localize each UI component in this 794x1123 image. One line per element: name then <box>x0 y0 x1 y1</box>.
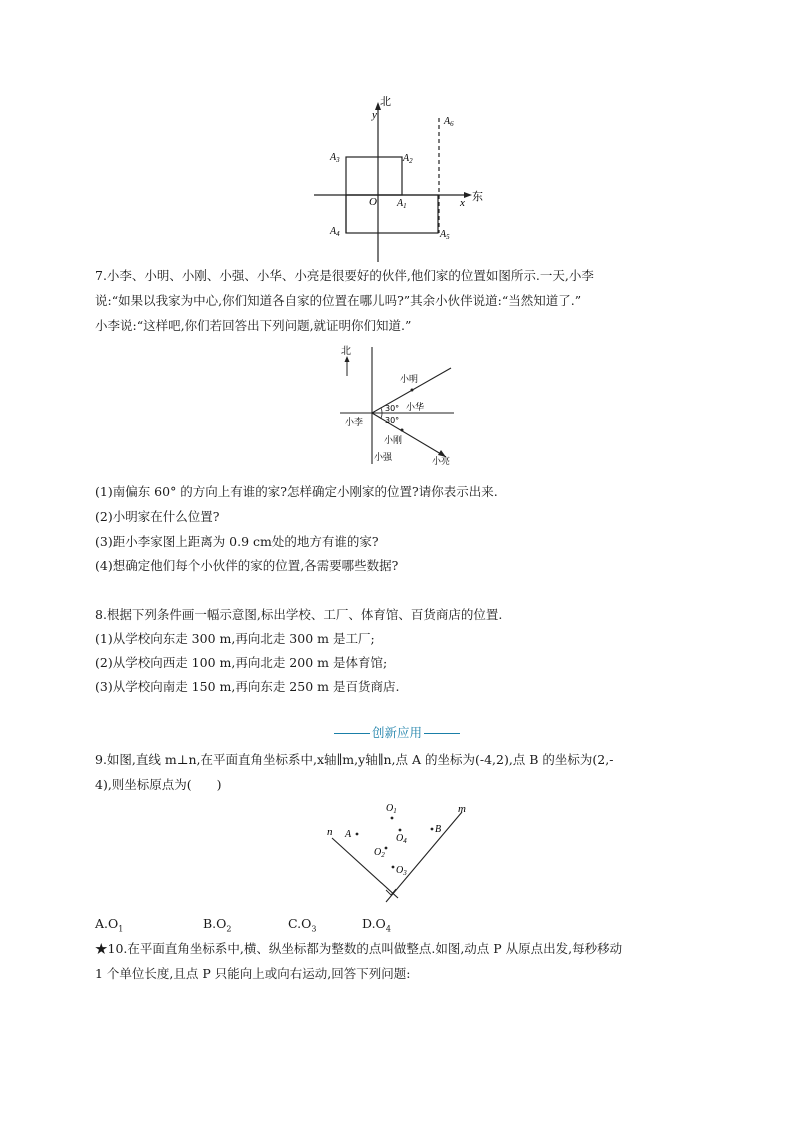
section-header <box>0 723 794 741</box>
q8-sub-1: (1)从学校向东走 300 m,再向北走 300 m 是工厂; <box>95 631 375 646</box>
figure-friends-map <box>330 342 480 467</box>
option-a[interactable]: $A.O_1$ <box>95 916 124 934</box>
q7-sub-2: (2)小明家在什么位置? <box>95 509 220 524</box>
line-n-label: n <box>327 826 333 838</box>
xiaohua-label: 小华 <box>406 403 425 413</box>
q8-sub-3: (3)从学校向南走 150 m,再向东走 250 m 是百货商店. <box>95 679 400 694</box>
xiaoqiang-label: 小强 <box>374 453 393 463</box>
section-title: 创新应用 <box>371 725 422 740</box>
point-o3-label: $O_3$ <box>396 865 407 877</box>
east-label: 东 <box>472 190 483 203</box>
q7-sub-1: (1)南偏东 60° 的方向上有谁的家?怎样确定小刚家的位置?请你表示出来. <box>95 484 498 499</box>
q7-line-3: 小李说:“这样吧,你们若回答出下列问题,就证明你们知道.” <box>95 318 412 333</box>
q9-line-1: 9.如图,直线 m⊥n,在平面直角坐标系中,x轴∥m,y轴∥n,点 A 的坐标为(-4,2),点 B 的坐标为(2,- <box>95 752 614 767</box>
q8-sub-2: (2)从学校向西走 100 m,再向北走 200 m 是体育馆; <box>95 655 388 670</box>
north-label: 北 <box>380 95 391 108</box>
option-c[interactable]: $C.O_3$ <box>288 916 317 934</box>
angle-label-2: 30° <box>385 416 400 425</box>
x-axis-label: x <box>460 197 465 209</box>
point-o2-label: $O_2$ <box>374 847 385 859</box>
point-a3: $A_3$ <box>330 152 340 164</box>
q9-line-2: 4),则坐标原点为( ) <box>95 777 222 792</box>
xiaoli-label: 小李 <box>345 418 364 428</box>
point-b-label: B <box>435 824 442 835</box>
point-a2: $A_2$ <box>403 153 413 165</box>
y-axis-label: y <box>372 109 377 121</box>
point-a1: $A_1$ <box>397 198 407 210</box>
q10-line-1: ★10.在平面直角坐标系中,横、纵坐标都为整数的点叫做整点.如图,动点 P 从原点出发,每秒移动 <box>95 941 623 956</box>
option-b[interactable]: $B.O_2$ <box>203 916 232 934</box>
q10-line-2: 1 个单位长度,且点 P 只能向上或向右运动,回答下列问题: <box>95 966 411 981</box>
q7-sub-3: (3)距小李家图上距离为 0.9 cm处的地方有谁的家? <box>95 534 379 549</box>
point-o4-label: $O_4$ <box>396 833 407 845</box>
line-m-label: m <box>458 803 466 815</box>
q7-line-2: 说:“如果以我家为中心,你们知道各自家的位置在哪儿吗?”其余小伙伴说道:“当然知道了.” <box>95 293 582 308</box>
option-d[interactable]: $D.O_4$ <box>362 916 391 934</box>
xiaoliang-label: 小亮 <box>432 457 451 467</box>
point-a4: $A_4$ <box>330 226 340 238</box>
q7-sub-4: (4)想确定他们每个小伙伴的家的位置,各需要哪些数据? <box>95 558 399 573</box>
q7-line-1: 7.小李、小明、小刚、小强、小华、小亮是很要好的伙伴,他们家的位置如图所示.一天,小李 <box>95 268 594 283</box>
figure-perpendicular-lines <box>320 800 480 905</box>
q8-line-1: 8.根据下列条件画一幅示意图,标出学校、工厂、体育馆、百货商店的位置. <box>95 607 503 622</box>
figure-coordinate-grid <box>300 90 500 265</box>
point-a6: $A_6$ <box>444 116 454 128</box>
xiaogang-label: 小刚 <box>384 436 403 446</box>
north-label: 北 <box>341 346 351 357</box>
point-a-label: A <box>345 829 352 840</box>
origin-label: O <box>369 196 377 208</box>
point-a5: $A_5$ <box>440 229 450 241</box>
angle-label-1: 30° <box>385 404 400 413</box>
point-o1-label: $O_1$ <box>386 803 397 815</box>
xiaoming-label: 小明 <box>400 375 419 385</box>
